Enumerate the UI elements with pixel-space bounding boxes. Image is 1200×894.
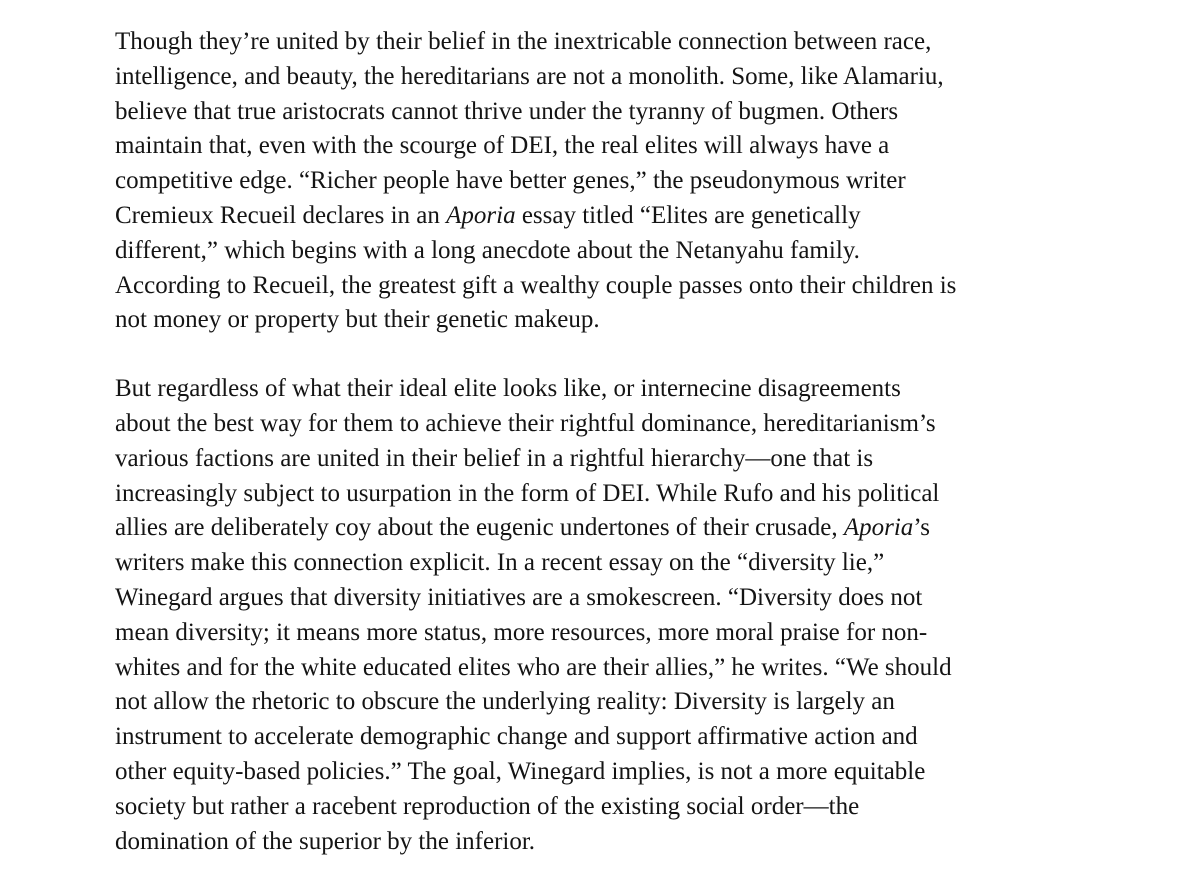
publication-title-aporia: Aporia bbox=[446, 201, 516, 229]
paragraph-line: about the best way for them to achieve their rightful dominance, hereditarianism’s bbox=[115, 409, 936, 437]
text-run: allies are deliberately coy about the eugenic undertones of their crusade, bbox=[115, 514, 844, 542]
paragraph-line bbox=[115, 199, 1115, 234]
paragraph-line: writers make this connection explicit. In a recent essay on the “diversity lie,” bbox=[115, 549, 885, 577]
article-paragraph-2 bbox=[115, 372, 1115, 859]
paragraph-line: domination of the superior by the inferior. bbox=[115, 827, 536, 855]
paragraph-line: According to Recueil, the greatest gift a wealthy couple passes onto their children is bbox=[115, 271, 957, 299]
paragraph-line: maintain that, even with the scourge of DEI, the real elites will always have a bbox=[115, 132, 890, 160]
text-run: essay titled “Elites are genetically bbox=[515, 201, 861, 229]
paragraph-line: increasingly subject to usurpation in the form of DEI. While Rufo and his political bbox=[115, 479, 940, 507]
paragraph-line: other equity-based policies.” The goal, Winegard implies, is not a more equitable bbox=[115, 757, 926, 785]
paragraph-line: not money or property but their genetic makeup. bbox=[115, 306, 600, 334]
article-body bbox=[115, 25, 1115, 893]
article-paragraph-1 bbox=[115, 25, 1115, 338]
paragraph-line: different,” which begins with a long anecdote about the Netanyahu family. bbox=[115, 236, 860, 264]
paragraph-line: competitive edge. “Richer people have better genes,” the pseudonymous writer bbox=[115, 167, 906, 195]
paragraph-line: whites and for the white educated elites who are their allies,” he writes. “We should bbox=[115, 653, 952, 681]
paragraph-line: believe that true aristocrats cannot thrive under the tyranny of bugmen. Others bbox=[115, 97, 899, 125]
paragraph-line: But regardless of what their ideal elite looks like, or internecine disagreements bbox=[115, 375, 901, 403]
paragraph-line: Winegard argues that diversity initiatives are a smokescreen. “Diversity does not bbox=[115, 583, 923, 611]
publication-title-aporia: Aporia bbox=[843, 514, 914, 542]
paragraph-line: society but rather a racebent reproduction of the existing social order—the bbox=[115, 792, 860, 820]
paragraph-line: instrument to accelerate demographic change and support affirmative action and bbox=[115, 723, 918, 751]
text-run: Cremieux Recueil declares in an bbox=[115, 201, 447, 229]
paragraph-line: Though they’re united by their belief in the inextricable connection between race, bbox=[115, 28, 932, 55]
paragraph-line bbox=[115, 511, 1115, 546]
paragraph-line: various factions are united in their belief in a rightful hierarchy—one that is bbox=[115, 444, 874, 472]
text-run: ’s bbox=[913, 514, 930, 542]
paragraph-line: intelligence, and beauty, the hereditarians are not a monolith. Some, like Alamariu, bbox=[115, 62, 944, 90]
paragraph-line: not allow the rhetoric to obscure the underlying reality: Diversity is largely an bbox=[115, 688, 895, 716]
paragraph-line: mean diversity; it means more status, more resources, more moral praise for non- bbox=[115, 618, 928, 646]
